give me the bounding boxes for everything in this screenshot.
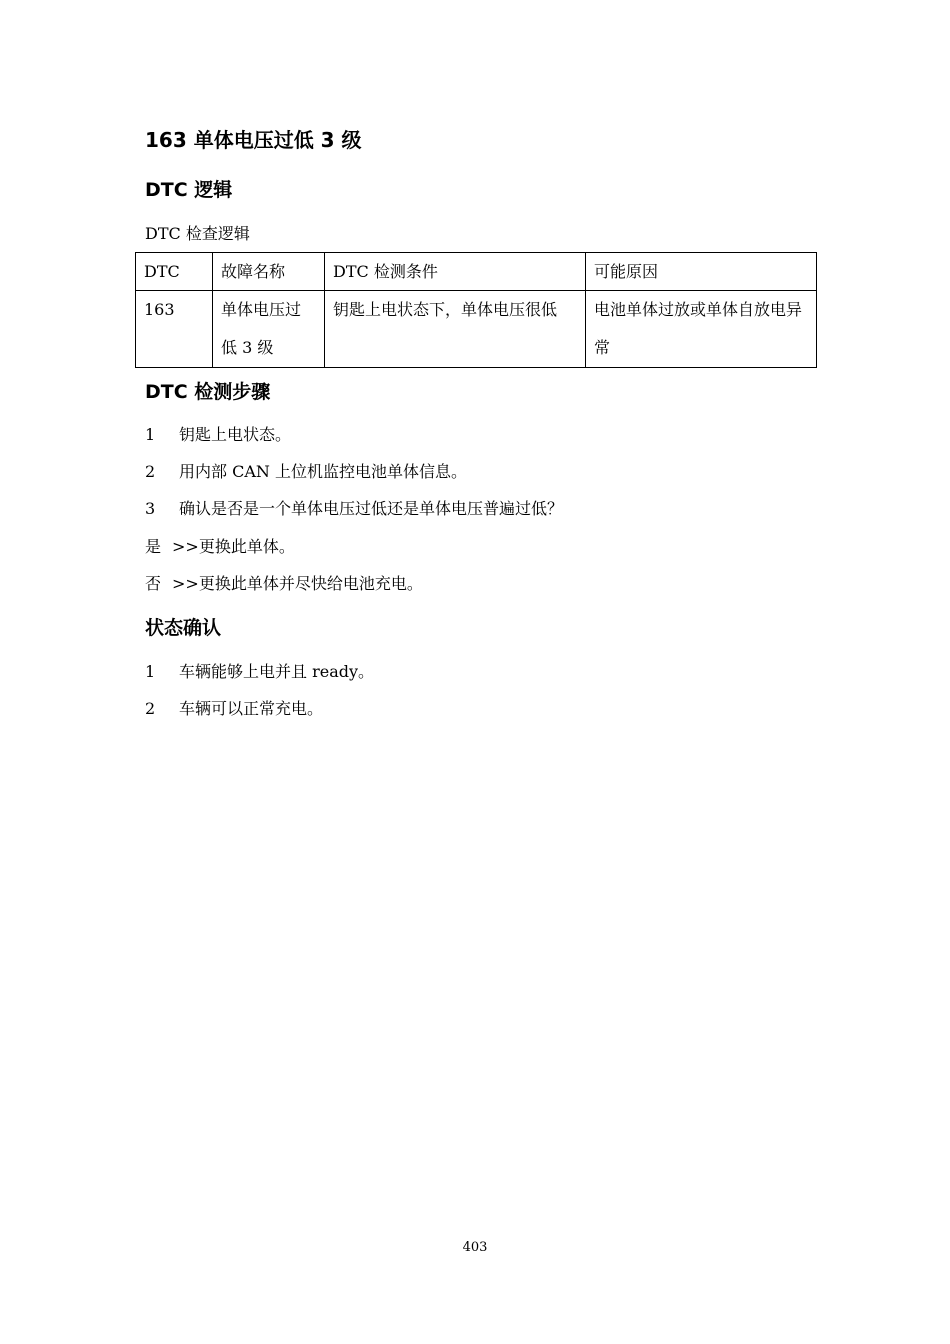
- table-cell: 钥匙上电状态下，单体电压很低: [325, 291, 586, 368]
- table-header-cell: DTC: [136, 253, 213, 291]
- choice-text: >>更换此单体。: [172, 537, 295, 556]
- section-heading-status-confirm: 状态确认: [145, 617, 222, 639]
- table-header-cell: 可能原因: [586, 253, 817, 291]
- list-item-text: 确认是否是一个单体电压过低还是单体电压普遍过低？: [179, 499, 564, 518]
- choice-key: 否: [145, 574, 162, 593]
- table-header-cell: DTC 检测条件: [325, 253, 586, 291]
- list-item-text: 用内部 CAN 上位机监控电池单体信息。: [179, 462, 467, 481]
- list-item-number: 1: [145, 662, 156, 681]
- table-cell: 电池单体过放或单体自放电异常: [586, 291, 817, 368]
- section-heading-detection-steps: DTC 检测步骤: [145, 381, 271, 403]
- section-heading-dtc-logic: DTC 逻辑: [145, 179, 233, 201]
- table-header-row: [136, 253, 817, 291]
- table-cell: 163: [136, 291, 213, 368]
- list-item-number: 3: [145, 499, 156, 518]
- list-item: [145, 424, 291, 446]
- choice-yes: [145, 536, 295, 558]
- table-caption: DTC 检查逻辑: [145, 224, 250, 243]
- list-item: [145, 698, 323, 720]
- list-item-text: 钥匙上电状态。: [179, 425, 292, 444]
- list-item: [145, 461, 467, 483]
- list-item: [145, 661, 374, 683]
- table-row: [136, 291, 817, 368]
- dtc-table: [135, 252, 817, 368]
- list-item-number: 2: [145, 462, 156, 481]
- table-header-cell: 故障名称: [213, 253, 325, 291]
- page-title: 163 单体电压过低 3 级: [145, 128, 362, 152]
- list-item-text: 车辆能够上电并且 ready。: [179, 662, 375, 681]
- choice-text: >>更换此单体并尽快给电池充电。: [172, 574, 423, 593]
- list-item: [145, 498, 563, 520]
- list-item-text: 车辆可以正常充电。: [179, 699, 324, 718]
- table-cell: 单体电压过低 3 级: [213, 291, 325, 368]
- choice-key: 是: [145, 537, 162, 556]
- page-number: 403: [462, 1240, 488, 1255]
- list-item-number: 2: [145, 699, 156, 718]
- list-item-number: 1: [145, 425, 156, 444]
- choice-no: [145, 573, 423, 595]
